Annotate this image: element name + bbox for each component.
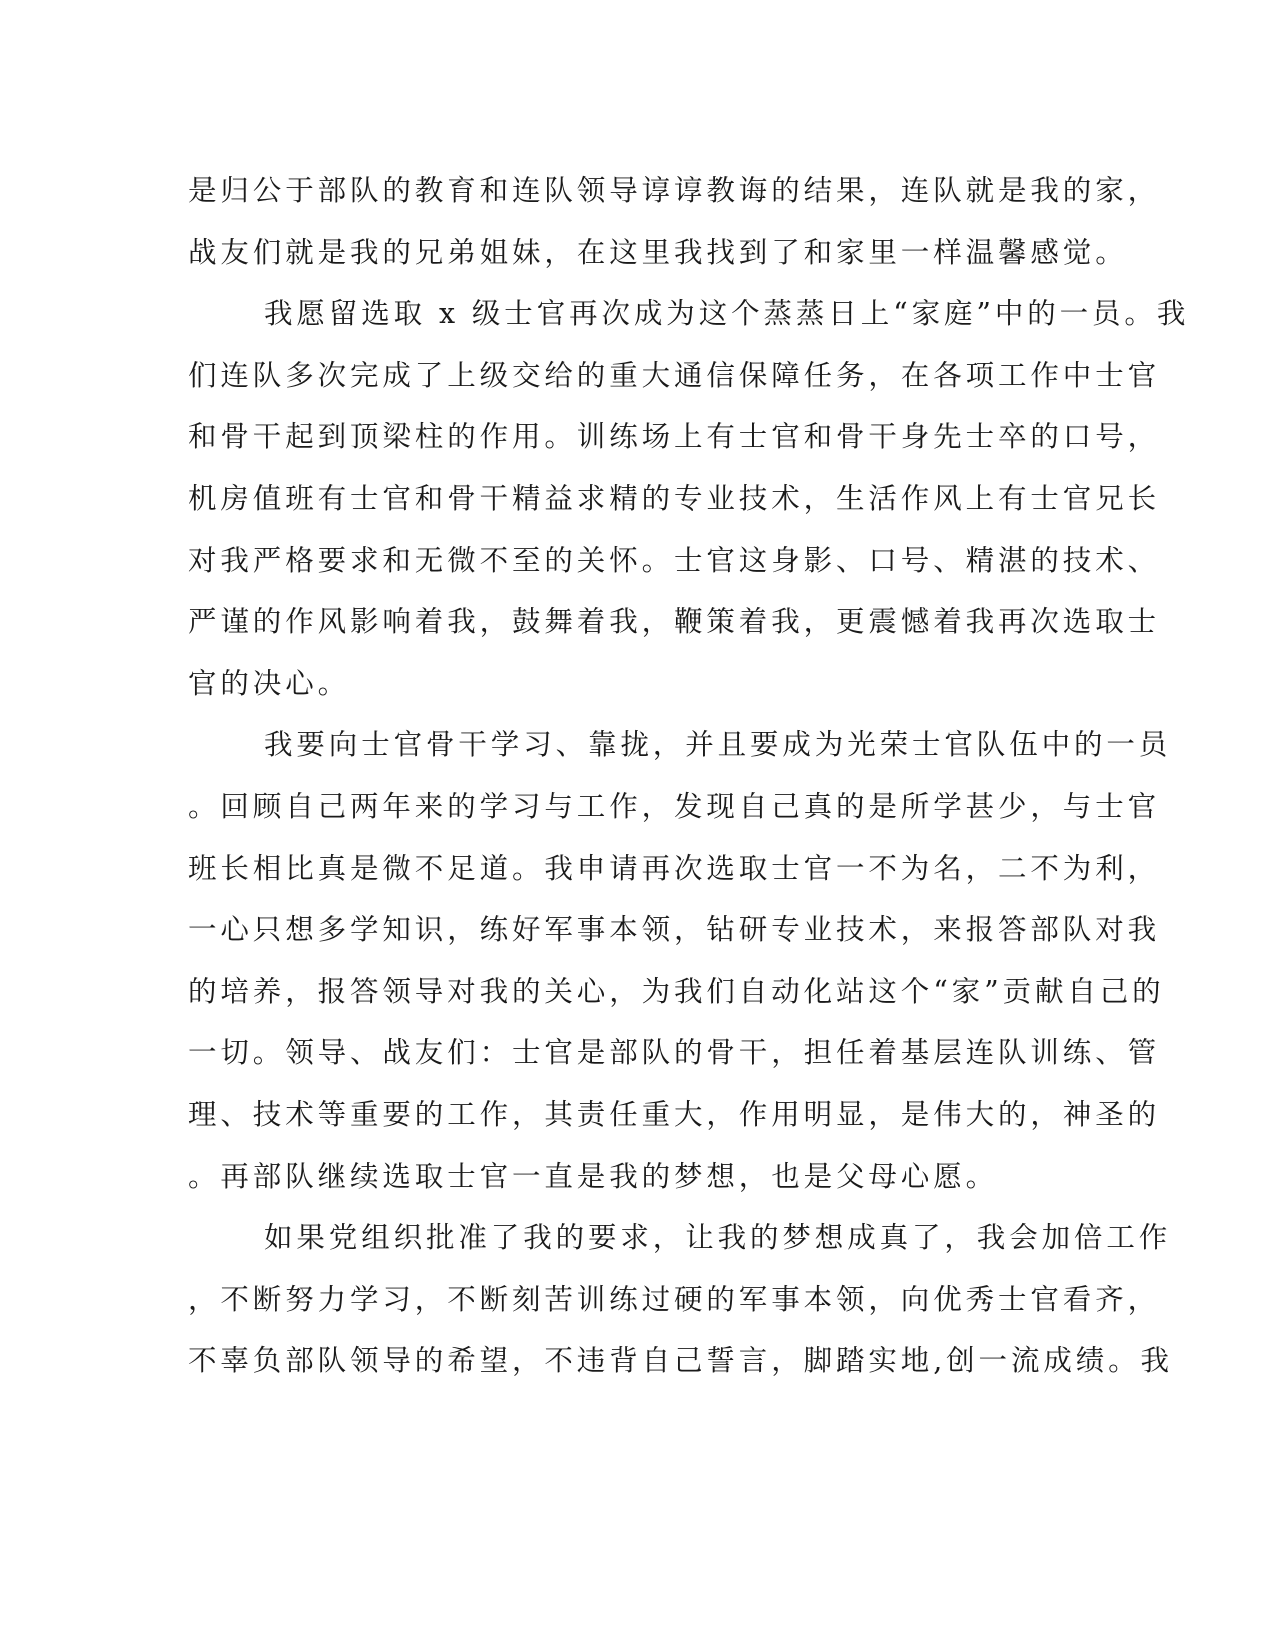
text-line: 的培养，报答领导对我的关心，为我们自动化站这个“家”贡献自己的 bbox=[188, 974, 1165, 1008]
text-line: 班长相比真是微不足道。我申请再次选取士官一不为名，二不为利， bbox=[188, 851, 1161, 885]
paragraph-first-line: 如果党组织批准了我的要求，让我的梦想成真了，我会加倍工作 bbox=[264, 1221, 1172, 1255]
paragraph-first-line: 我要向士官骨干学习、靠拢，并且要成为光荣士官队伍中的一员 bbox=[264, 728, 1172, 762]
text-line: 严谨的作风影响着我，鼓舞着我，鞭策着我，更震憾着我再次选取士 bbox=[188, 605, 1161, 639]
body-text bbox=[188, 160, 1190, 1392]
text-line: ，不断努力学习，不断刻苦训练过硬的军事本领，向优秀士官看齐， bbox=[188, 1282, 1161, 1316]
text-line: 和骨干起到顶梁柱的作用。训练场上有士官和骨干身先士卒的口号， bbox=[188, 420, 1161, 454]
paragraph-first-line: 我愿留选取 x 级士官再次成为这个蒸蒸日上“家庭”中的一员。我 bbox=[264, 297, 1190, 331]
text-line: 。再部队继续选取士官一直是我的梦想，也是父母心愿。 bbox=[188, 1159, 999, 1193]
text-line: 官的决心。 bbox=[188, 666, 351, 700]
text-line: 一切。领导、战友们：士官是部队的骨干，担任着基层连队训练、管 bbox=[188, 1036, 1161, 1070]
text-line: 们连队多次完成了上级交给的重大通信保障任务，在各项工作中士官 bbox=[188, 358, 1161, 392]
text-line: 对我严格要求和无微不至的关怀。士官这身影、口号、精湛的技术、 bbox=[188, 543, 1161, 577]
text-line: 不辜负部队领导的希望，不违背自己誓言，脚踏实地,创一流成绩。我 bbox=[188, 1344, 1173, 1378]
text-line: 机房值班有士官和骨干精益求精的专业技术，生活作风上有士官兄长 bbox=[188, 481, 1161, 515]
text-line: 一心只想多学知识，练好军事本领，钻研专业技术，来报答部队对我 bbox=[188, 913, 1161, 947]
text-line: 是归公于部队的教育和连队领导谆谆教诲的结果，连队就是我的家， bbox=[188, 174, 1161, 207]
text-line: 战友们就是我的兄弟姐妹，在这里我找到了和家里一样温馨感觉。 bbox=[188, 235, 1128, 269]
text-line: 理、技术等重要的工作，其责任重大，作用明显，是伟大的，神圣的 bbox=[188, 1097, 1161, 1131]
text-line: 。回顾自己两年来的学习与工作，发现自己真的是所学甚少，与士官 bbox=[188, 789, 1161, 823]
